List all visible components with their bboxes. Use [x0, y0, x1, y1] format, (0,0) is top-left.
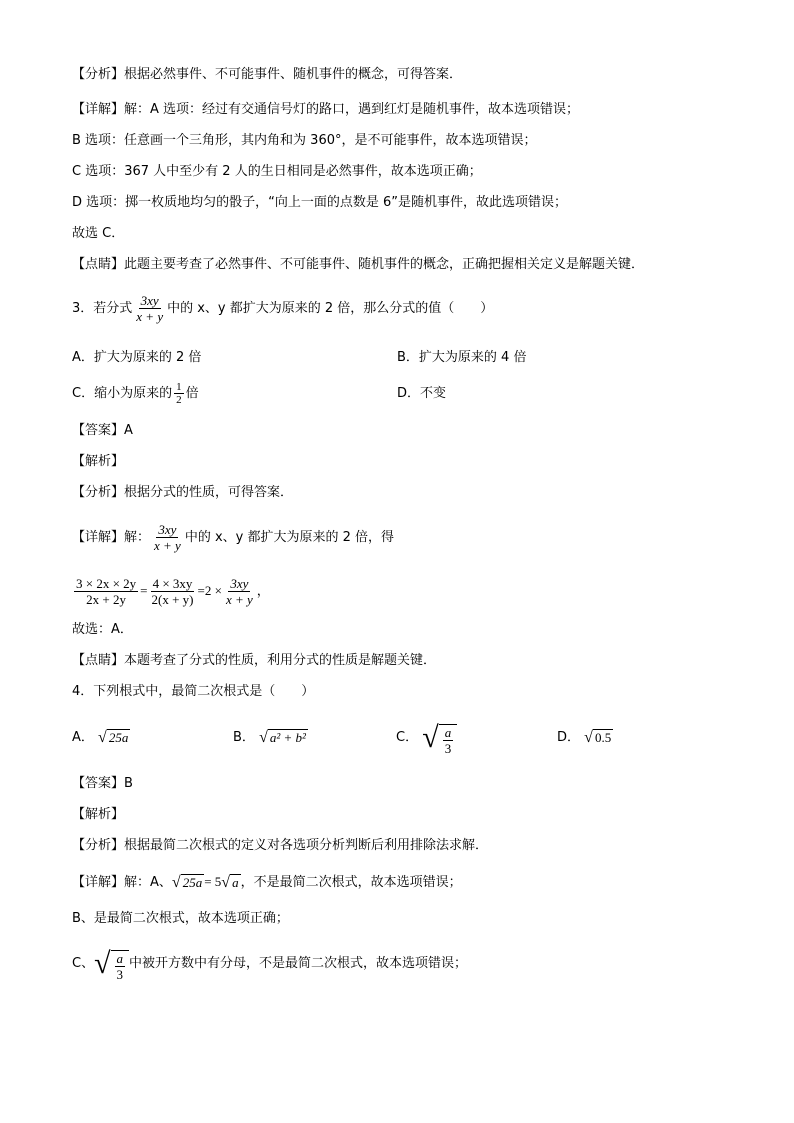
- option-b: [233, 724, 308, 752]
- option-label: C．: [396, 730, 419, 745]
- detail-line: [72, 870, 462, 895]
- fraction: $\frac{4 \times 3xy}{2(x + y)}$: [151, 576, 194, 607]
- option-c-text: C．缩小为原来的: [72, 386, 173, 401]
- equation-line: $\frac{3 \times 2x \times 2y}{2x + 2y}$ = $\frac{4 \times 3xy}{2(x + y)}$ =2 × $\frac{3xy}{x + y}$ ，: [76, 576, 270, 607]
- sqrt-expression: √ a: [221, 874, 239, 891]
- question-3-stem: [72, 290, 493, 328]
- detail-line: [72, 518, 394, 558]
- option-d: [557, 724, 613, 752]
- analysis-label: 【解析】: [72, 807, 125, 822]
- detail-prefix: 【详解】解：A、: [72, 875, 172, 890]
- fraction: $\frac{a}{3}$: [444, 724, 452, 756]
- question-4-stem: 4．下列根式中，最简二次根式是（ ）: [72, 684, 315, 699]
- option-c-explanation: [72, 942, 467, 986]
- detail-line: 【详解】解：A 选项：经过有交通信号灯的路口，遇到红灯是随机事件，故本选项错误；: [72, 102, 580, 117]
- option-c: [396, 716, 457, 760]
- question-3-prefix: 3．若分式: [72, 301, 133, 316]
- equation-coefficient: 2 ×: [204, 583, 222, 598]
- equals-five: = 5: [204, 874, 222, 889]
- detail-suffix: 中的 x、y 都扩大为原来的 2 倍，得: [184, 530, 395, 545]
- analysis-line: 【分析】根据必然事件、不可能事件、随机事件的概念，可得答案．: [72, 67, 463, 82]
- option-label: A．: [72, 730, 94, 745]
- option-d: D．不变: [397, 386, 447, 401]
- fraction-half: $\frac{1}{2}$: [176, 381, 182, 406]
- option-b-explanation: B、是最简二次根式，故本选项正确；: [72, 911, 289, 926]
- analysis-line: 【分析】根据最简二次根式的定义对各选项分析判断后利用排除法求解．: [72, 838, 489, 853]
- option-d-explanation: D 选项：掷一枚质地均匀的骰子，“向上一面的点数是 6”是随机事件，故此选项错误；: [72, 195, 568, 210]
- detail-suffix: ，不是最简二次根式，故本选项错误；: [240, 875, 462, 890]
- option-c-suffix: 倍: [185, 386, 199, 401]
- sqrt-expression: √ a² + b²: [259, 729, 306, 746]
- fraction: $\frac{3xy}{x + y}$: [136, 293, 164, 324]
- detail-prefix: 【详解】解：: [72, 530, 151, 545]
- answer-label: 【答案】A: [72, 423, 133, 438]
- choice-line: 故选：A．: [72, 622, 133, 637]
- sqrt-expression: √ 25a: [98, 729, 129, 746]
- fraction: $\frac{3xy}{x + y}$: [154, 522, 181, 553]
- option-label: B．: [233, 730, 255, 745]
- option-b: B．扩大为原来的 4 倍: [397, 350, 527, 365]
- comment-line: 【点睛】本题考查了分式的性质，利用分式的性质是解题关键．: [72, 653, 437, 668]
- fraction: $\frac{a}{3}$: [116, 950, 124, 982]
- option-c-prefix: C、: [72, 956, 95, 971]
- option-c-explanation: C 选项：367 人中至少有 2 人的生日相同是必然事件，故本选项正确；: [72, 164, 482, 179]
- sqrt-expression: √ $\frac{a}{3}$: [94, 946, 129, 982]
- sqrt-expression: √ $\frac{a}{3}$: [422, 720, 457, 756]
- sqrt-expression: √ 0.5: [584, 729, 612, 746]
- option-a: [72, 724, 130, 752]
- question-3-suffix: 中的 x、y 都扩大为原来的 2 倍，那么分式的值（ ）: [167, 301, 494, 316]
- fraction: $\frac{3 \times 2x \times 2y}{2x + 2y}$: [76, 576, 137, 607]
- option-a: A．扩大为原来的 2 倍: [72, 350, 202, 365]
- sqrt-expression: √ 25a: [171, 874, 203, 891]
- fraction: $\frac{3xy}{x + y}$: [225, 576, 253, 607]
- equation-end: ，: [256, 584, 270, 599]
- choice-line: 故选 C．: [72, 226, 125, 241]
- option-c-suffix: 中被开方数中有分母，不是最简二次根式，故本选项错误；: [129, 956, 468, 971]
- comment-line: 【点睛】此题主要考查了必然事件、不可能事件、随机事件的概念，正确把握相关定义是解题关键．: [72, 257, 645, 272]
- option-c: [72, 377, 199, 411]
- analysis-label: 【解析】: [72, 454, 125, 469]
- answer-label: 【答案】B: [72, 776, 133, 791]
- option-label: D．: [557, 730, 581, 745]
- analysis-line: 【分析】根据分式的性质，可得答案．: [72, 485, 294, 500]
- option-b-explanation: B 选项：任意画一个三角形，其内角和为 360°，是不可能事件，故本选项错误；: [72, 133, 537, 148]
